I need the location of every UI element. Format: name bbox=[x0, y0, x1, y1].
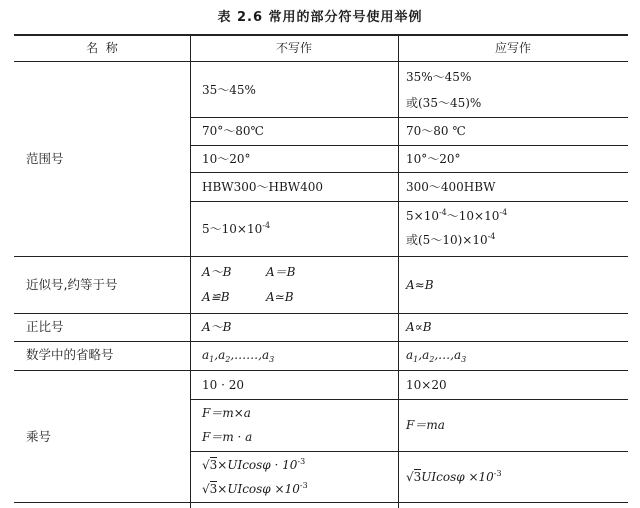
row-rule bbox=[190, 451, 628, 452]
sqrt-radicand: 3 bbox=[413, 470, 422, 484]
range-right-2: 70～80 ℃ bbox=[406, 124, 466, 138]
row-rule bbox=[190, 201, 628, 202]
header-name: 名 称 bbox=[86, 41, 118, 55]
expression-text: ,a bbox=[418, 348, 430, 362]
superscript: -4 bbox=[499, 208, 508, 217]
group-rule bbox=[14, 341, 628, 342]
superscript: -4 bbox=[438, 208, 447, 217]
expression-text: ×UIcosφ · 10 bbox=[217, 458, 298, 472]
row-rule bbox=[190, 172, 628, 173]
row-rule bbox=[190, 399, 628, 400]
expression-text: ×UIcosφ ×10 bbox=[217, 482, 300, 496]
table-top-rule bbox=[14, 34, 628, 36]
expression-text: 或(5～10)×10 bbox=[406, 233, 488, 247]
range-wrong-1: 35～45% bbox=[202, 83, 256, 97]
proportional-wrong: A～B bbox=[202, 320, 232, 334]
ellipsis-name: 数学中的省略号 bbox=[26, 347, 114, 362]
superscript: -3 bbox=[297, 457, 306, 466]
group-rule bbox=[14, 370, 628, 371]
proportional-name: 正比号 bbox=[26, 319, 64, 334]
expression-text: 5×10 bbox=[406, 209, 439, 223]
group-rule bbox=[14, 256, 628, 257]
range-right-4: 300～400HBW bbox=[406, 180, 496, 194]
row-rule bbox=[190, 117, 628, 118]
ellipsis-right bbox=[406, 348, 466, 362]
multiply-right-1: 10×20 bbox=[406, 378, 447, 392]
column-rule bbox=[190, 34, 191, 508]
header-wrong: 不写作 bbox=[275, 41, 312, 55]
multiply-wrong-3a bbox=[202, 458, 305, 472]
approx-wrong-4: A≃B bbox=[266, 290, 294, 304]
sqrt-sign: √ bbox=[406, 470, 414, 484]
range-name: 范围号 bbox=[26, 151, 64, 166]
header-right: 应写作 bbox=[494, 41, 531, 55]
header-bottom-rule bbox=[14, 61, 628, 62]
sqrt-radicand: 3 bbox=[209, 482, 218, 496]
subscript: 3 bbox=[269, 355, 275, 364]
subscript: 1 bbox=[209, 355, 215, 364]
expression-text: a bbox=[406, 348, 414, 362]
subscript: 2 bbox=[429, 355, 435, 364]
range-right-5b bbox=[406, 233, 495, 247]
range-wrong-3: 10～20° bbox=[202, 152, 251, 166]
approx-wrong-2: A＝B bbox=[266, 265, 296, 279]
subscript: 2 bbox=[225, 355, 231, 364]
subscript: 3 bbox=[461, 355, 467, 364]
superscript: -3 bbox=[493, 469, 502, 478]
approx-wrong-3: A≌B bbox=[202, 290, 230, 304]
expression-text: ,……,a bbox=[230, 348, 270, 362]
row-rule bbox=[190, 145, 628, 146]
multiply-wrong-1: 10 · 20 bbox=[202, 378, 244, 392]
multiply-wrong-3b bbox=[202, 482, 308, 496]
range-right-3: 10°～20° bbox=[406, 152, 461, 166]
sqrt-radicand: 3 bbox=[209, 458, 218, 472]
multiply-name: 乘号 bbox=[26, 429, 52, 444]
column-rule bbox=[398, 34, 399, 508]
approx-right: A≈B bbox=[406, 278, 434, 292]
sqrt-sign: √ bbox=[202, 482, 210, 496]
approx-wrong-1: A～B bbox=[202, 265, 232, 279]
range-right-1a: 35%～45% bbox=[406, 70, 472, 84]
expression-text: ,…,a bbox=[434, 348, 462, 362]
range-wrong-4: HBW300～HBW400 bbox=[202, 180, 324, 194]
expression-text: ,a bbox=[214, 348, 226, 362]
table-caption: 表 2.6 常用的部分符号使用举例 bbox=[217, 10, 423, 25]
expression-text: ～10×10 bbox=[446, 209, 500, 223]
multiply-wrong-2a: F＝m×a bbox=[202, 406, 251, 420]
approx-name: 近似号,约等于号 bbox=[26, 277, 118, 292]
ellipsis-wrong bbox=[202, 348, 274, 362]
range-wrong-5 bbox=[202, 222, 270, 236]
superscript: -4 bbox=[262, 221, 271, 230]
multiply-right-3 bbox=[406, 470, 502, 484]
expression-text: UIcosφ ×10 bbox=[421, 470, 494, 484]
range-right-5a bbox=[406, 209, 507, 223]
expression-text: 5～10×10 bbox=[202, 222, 263, 236]
subscript: 1 bbox=[413, 355, 419, 364]
multiply-right-2: F＝ma bbox=[406, 418, 445, 432]
proportional-right: A∝B bbox=[406, 320, 432, 334]
sqrt-sign: √ bbox=[202, 458, 210, 472]
group-rule bbox=[14, 313, 628, 314]
range-wrong-2: 70°～80℃ bbox=[202, 124, 264, 138]
multiply-wrong-2b: F＝m · a bbox=[202, 430, 253, 444]
range-right-1b: 或(35～45)% bbox=[406, 96, 482, 110]
superscript: -4 bbox=[487, 232, 496, 241]
group-rule bbox=[14, 502, 628, 503]
superscript: -3 bbox=[299, 481, 308, 490]
expression-text: a bbox=[202, 348, 210, 362]
